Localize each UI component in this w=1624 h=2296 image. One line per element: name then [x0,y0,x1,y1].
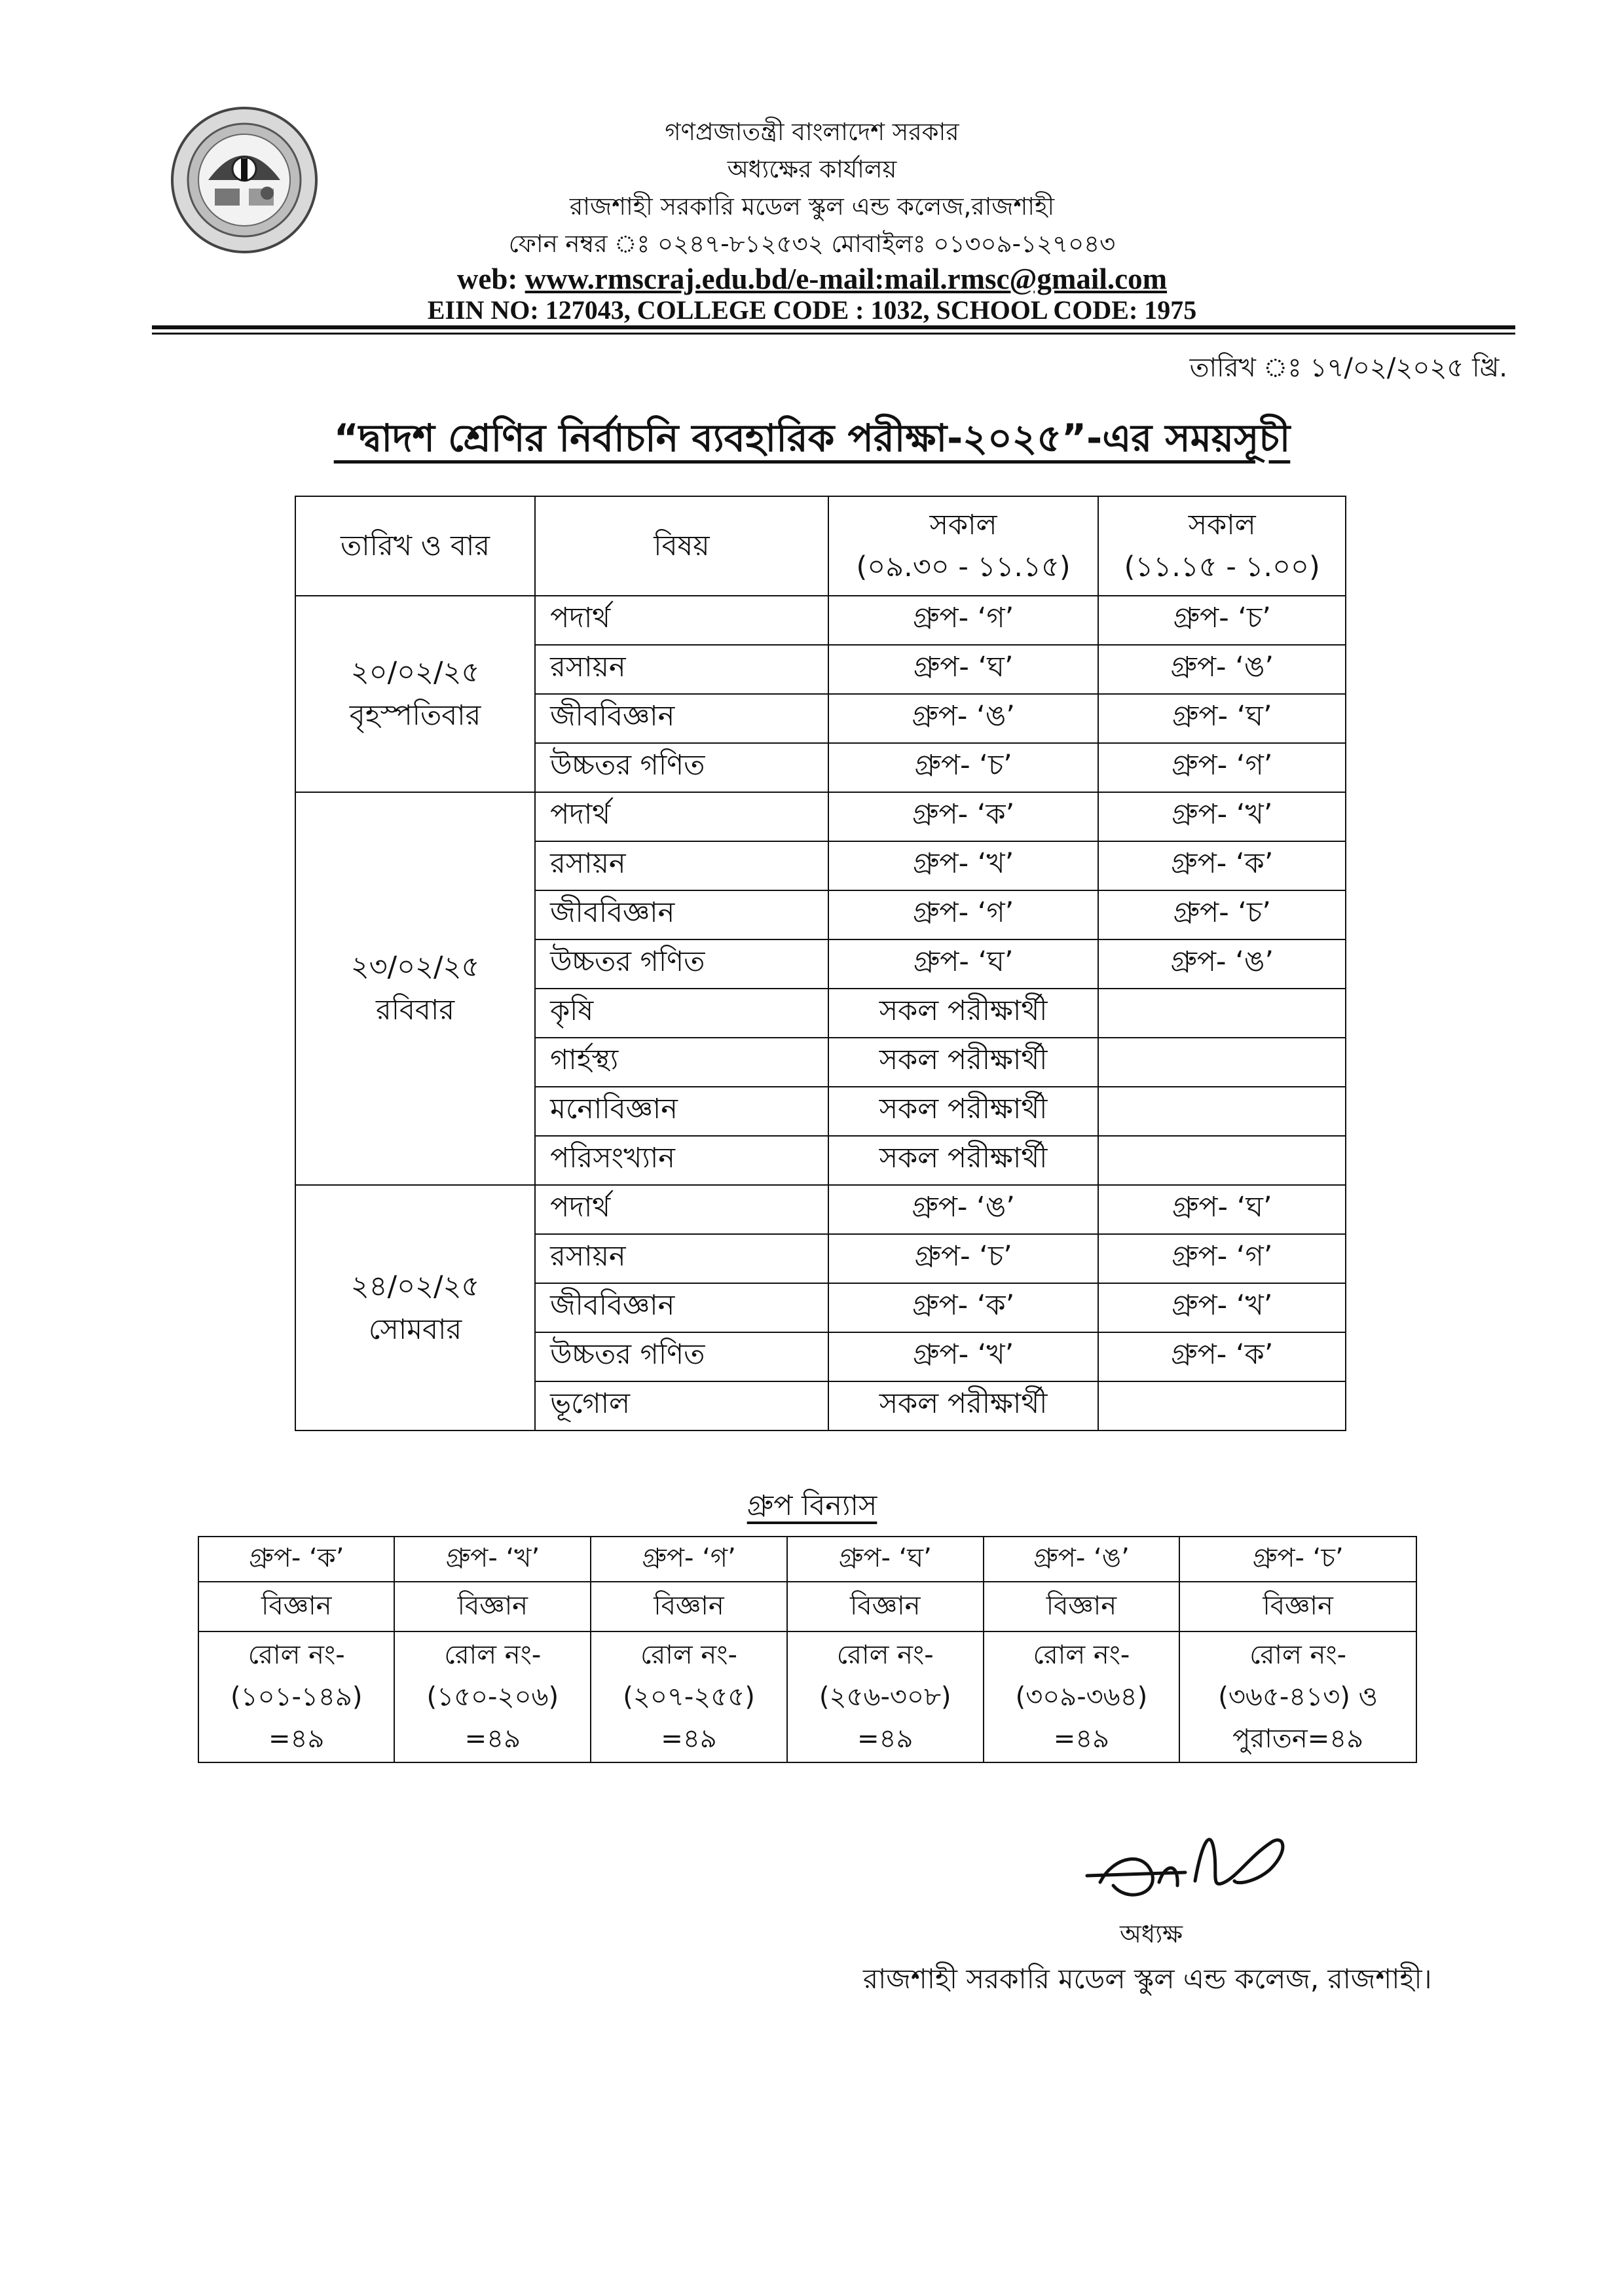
date-cell [295,596,535,792]
slot1-cell: সকল পরীক্ষার্থী [828,1087,1099,1136]
slot2-cell [1098,1381,1346,1430]
slot2-cell: গ্রুপ- ‘চ’ [1098,890,1346,939]
roll-label: রোল নং- [1033,1640,1130,1670]
group-name: গ্রুপ- ‘ঘ’ [787,1537,984,1582]
exam-day: বৃহস্পতিবার [349,699,481,732]
slot2-cell [1098,1136,1346,1185]
header-codes: EIIN NO: 127043, COLLEGE CODE : 1032, SCHOOL CODE: 1975 [427,295,1197,325]
roll-count: =৪৯ [268,1724,325,1754]
roll-range: (১৫০-২০৬) [426,1682,559,1712]
group-roll [394,1631,591,1762]
exam-date: ২৩/০২/২৫ [350,951,480,983]
subject-cell: মনোবিজ্ঞান [535,1087,828,1136]
exam-date: ২০/০২/২৫ [350,656,480,689]
exam-date: ২৪/০২/২৫ [350,1269,480,1303]
slot1-cell: গ্রুপ- ‘খ’ [828,841,1099,890]
date-cell [295,792,535,1185]
slot2-cell [1098,1038,1346,1087]
signature-title: অধ্যক্ষ [1120,1920,1183,1948]
group-stream: বিজ্ঞান [394,1582,591,1631]
header-web [0,262,1624,296]
group-roll [787,1631,984,1762]
header-divider [152,325,1515,329]
header-slot2 [1098,496,1346,596]
table-row [295,596,1346,645]
group-stream: বিজ্ঞান [1179,1582,1416,1631]
roll-count: =৪৯ [464,1724,521,1754]
subject-cell: রসায়ন [535,1234,828,1283]
header-divider-thin [152,333,1515,335]
group-stream: বিজ্ঞান [984,1582,1180,1631]
subject-cell: উচ্চতর গণিত [535,1332,828,1381]
exam-day: সোমবার [368,1313,462,1346]
group-roll [984,1631,1180,1762]
header-web-prefix: web: [456,263,525,295]
slot1-cell: গ্রুপ- ‘চ’ [828,743,1099,792]
slot2-cell: গ্রুপ- ‘খ’ [1098,792,1346,841]
subject-cell: জীববিজ্ঞান [535,694,828,743]
group-roll [591,1631,787,1762]
date-cell [295,1185,535,1430]
slot2-cell: গ্রুপ- ‘ঙ’ [1098,645,1346,694]
table-row [295,1185,1346,1234]
group-name: গ্রুপ- ‘গ’ [591,1537,787,1582]
exam-day: রবিবার [376,994,454,1027]
slot1-cell: গ্রুপ- ‘ঘ’ [828,645,1099,694]
subject-cell: রসায়ন [535,645,828,694]
subject-cell: গার্হস্থ্য [535,1038,828,1087]
subject-cell: পদার্থ [535,1185,828,1234]
slot2-cell: গ্রুপ- ‘গ’ [1098,743,1346,792]
group-roll-row [198,1631,1416,1762]
principal-signature [1074,1804,1310,1915]
roll-range: (১০১-১৪৯) [231,1682,363,1712]
group-name: গ্রুপ- ‘খ’ [394,1537,591,1582]
roll-count: পুরাতন=৪৯ [1232,1724,1364,1754]
slot2-cell: গ্রুপ- ‘গ’ [1098,1234,1346,1283]
slot1-cell: সকল পরীক্ষার্থী [828,1381,1099,1430]
subject-cell: পরিসংখ্যান [535,1136,828,1185]
header-contact: ফোন নম্বর ঃ ০২৪৭-৮১২৫৩২ মোবাইলঃ ০১৩০৯-১২৭০৪৩ [508,230,1116,258]
subject-cell: পদার্থ [535,596,828,645]
slot1-cell: গ্রুপ- ‘গ’ [828,890,1099,939]
group-stream: বিজ্ঞান [591,1582,787,1631]
subject-cell: উচ্চতর গণিত [535,939,828,989]
slot2-cell: গ্রুপ- ‘ঙ’ [1098,939,1346,989]
group-name-row [198,1537,1416,1582]
subject-cell: পদার্থ [535,792,828,841]
header-subject: বিষয় [535,496,828,596]
group-stream: বিজ্ঞান [787,1582,984,1631]
group-roll [198,1631,394,1762]
group-table [198,1536,1417,1763]
page-title: “দ্বাদশ শ্রেণির নির্বাচনি ব্যবহারিক পরীক্ষা-২০২৫”-এর সময়সূচী [333,416,1291,460]
slot2-cell [1098,1087,1346,1136]
group-roll [1179,1631,1416,1762]
roll-label: রোল নং- [836,1640,934,1670]
roll-range: (২০৭-২৫৫) [623,1682,755,1712]
group-name: গ্রুপ- ‘চ’ [1179,1537,1416,1582]
subject-cell: ভূগোল [535,1381,828,1430]
slot2-label: সকাল [1188,509,1256,541]
slot2-cell [1098,989,1346,1038]
subject-cell: জীববিজ্ঞান [535,890,828,939]
roll-label: রোল নং- [444,1640,542,1670]
header-slot1 [828,496,1099,596]
header-web-link[interactable]: www.rmscraj.edu.bd/e-mail:mail.rmsc@gmail.com [525,263,1168,295]
roll-count: =৪৯ [1053,1724,1110,1754]
roll-count: =৪৯ [661,1724,717,1754]
slot2-cell: গ্রুপ- ‘খ’ [1098,1283,1346,1332]
header-institution: রাজশাহী সরকারি মডেল স্কুল এন্ড কলেজ,রাজশাহী [569,192,1055,221]
subject-cell: কৃষি [535,989,828,1038]
slot1-cell: গ্রুপ- ‘ঙ’ [828,694,1099,743]
subject-cell: জীববিজ্ঞান [535,1283,828,1332]
slot1-cell: গ্রুপ- ‘খ’ [828,1332,1099,1381]
slot1-cell: সকল পরীক্ষার্থী [828,989,1099,1038]
group-stream-row [198,1582,1416,1631]
slot1-cell: সকল পরীক্ষার্থী [828,1136,1099,1185]
group-name: গ্রুপ- ‘ক’ [198,1537,394,1582]
roll-label: রোল নং- [1249,1640,1347,1670]
slot2-cell: গ্রুপ- ‘চ’ [1098,596,1346,645]
header-date-day: তারিখ ও বার [295,496,535,596]
group-section-title: গ্রুপ বিন্যাস [747,1489,877,1522]
schedule-table [295,496,1346,1431]
slot2-cell: গ্রুপ- ‘ক’ [1098,841,1346,890]
slot1-cell: সকল পরীক্ষার্থী [828,1038,1099,1087]
roll-label: রোল নং- [248,1640,345,1670]
slot1-cell: গ্রুপ- ‘ঙ’ [828,1185,1099,1234]
slot2-cell: গ্রুপ- ‘ঘ’ [1098,694,1346,743]
roll-range: (৩৬৫-৪১৩) ও [1218,1682,1378,1712]
slot2-time: (১১.১৫ - ১.০০) [1124,551,1320,583]
slot1-cell: গ্রুপ- ‘ক’ [828,1283,1099,1332]
group-name: গ্রুপ- ‘ঙ’ [984,1537,1180,1582]
subject-cell: উচ্চতর গণিত [535,743,828,792]
slot2-cell: গ্রুপ- ‘ক’ [1098,1332,1346,1381]
slot2-cell: গ্রুপ- ‘ঘ’ [1098,1185,1346,1234]
roll-range: (২৫৬-৩০৮) [819,1682,951,1712]
slot1-time: (০৯.৩০ - ১১.১৫) [856,551,1071,583]
slot1-cell: গ্রুপ- ‘ক’ [828,792,1099,841]
slot1-cell: গ্রুপ- ‘ঘ’ [828,939,1099,989]
table-row [295,792,1346,841]
roll-label: রোল নং- [640,1640,737,1670]
group-stream: বিজ্ঞান [198,1582,394,1631]
slot1-cell: গ্রুপ- ‘চ’ [828,1234,1099,1283]
subject-cell: রসায়ন [535,841,828,890]
header-office: অধ্যক্ষের কার্যালয় [727,155,897,183]
slot1-cell: গ্রুপ- ‘গ’ [828,596,1099,645]
roll-range: (৩০৯-৩৬৪) [1015,1682,1148,1712]
issue-date: তারিখ ঃ ১৭/০২/২০২৫ খ্রি. [1189,353,1507,383]
header-government: গণপ্রজাতন্ত্রী বাংলাদেশ সরকার [665,118,959,146]
slot1-label: সকাল [929,509,997,541]
roll-count: =৪৯ [857,1724,913,1754]
signature-institution: রাজশাহী সরকারি মডেল স্কুল এন্ড কলেজ, রাজশাহী। [863,1963,1432,1995]
